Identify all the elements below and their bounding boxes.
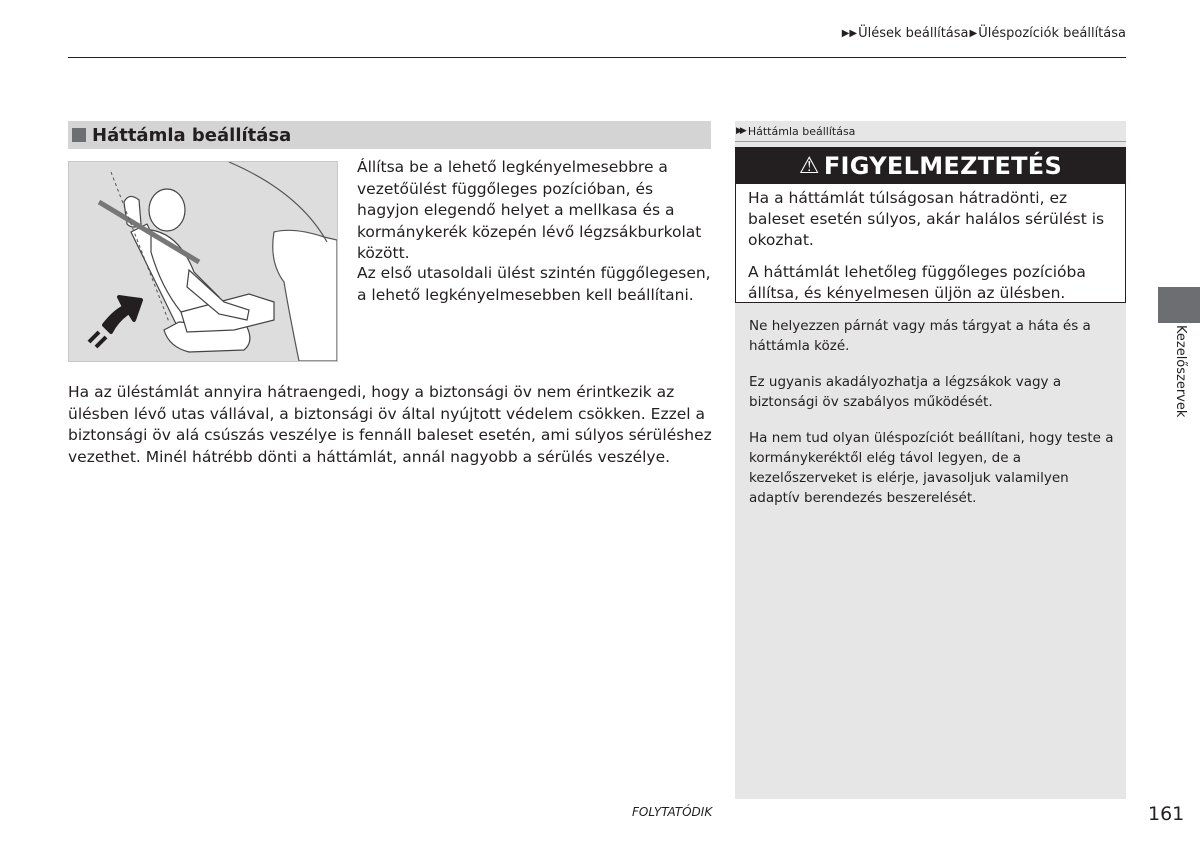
sidebar-heading-label: Háttámla beállítása <box>747 124 856 138</box>
section-title: Háttámla beállítása <box>92 124 292 146</box>
warning-box <box>735 147 1126 303</box>
breadcrumb <box>841 26 1126 41</box>
warning-text-2: A háttámlát lehetőleg függőleges pozícióba állítsa, és kényelmesen üljön az ülésben. <box>748 263 1086 302</box>
warning-triangle-icon: ⚠ <box>798 153 820 179</box>
note-1: Ne helyezzen párnát vagy más tárgyat a háta és a háttámla közé. <box>749 318 1091 354</box>
breadcrumb-item-seats[interactable]: Ülések beállítása <box>858 26 969 41</box>
double-arrow-icon: ▶▶ <box>736 126 744 136</box>
chapter-tab[interactable] <box>1158 287 1200 323</box>
note-2: Ez ugyanis akadályozhatja a légzsákok vagy a biztonsági öv szabályos működését. <box>749 374 1062 410</box>
instruction-paragraph-1: Állítsa be a lehető legkényelmesebbre a vezetőülést függőleges pozícióban, és hagyjon elegendő helyet a mellkasa és a kormánykerék közepén lévő légzsákburkolat között. <box>357 158 702 262</box>
seat-illustration <box>68 161 338 362</box>
warning-title: FIGYELMEZTETÉS <box>823 152 1063 180</box>
instruction-paragraph-2: Az első utasoldali ülést szintén függőlegesen, a lehető legkényelmesebben kell beállítani. <box>357 264 711 304</box>
seat-adjust-drawing <box>69 162 337 361</box>
double-arrow-icon: ▶▶ <box>841 28 858 39</box>
chapter-tab-label: Kezelőszervek <box>1173 325 1188 418</box>
sidebar-notes <box>735 121 1126 799</box>
sidebar-heading <box>735 121 1126 142</box>
warning-header <box>736 148 1125 184</box>
note-3: Ha nem tud olyan üléspozíciót beállítani, hogy teste a kormánykeréktől elég távol legyen, de a kezelőszerveket is elérje, javasoljuk valamilyen adaptív berendezés beszerelését. <box>749 430 1114 506</box>
breadcrumb-item-seat-positions[interactable]: Üléspozíciók beállítása <box>978 26 1126 41</box>
instruction-paragraph-3: Ha az üléstámlát annyira hátraengedi, hogy a biztonsági öv nem érintkezik az ülésben lévő utas vállával, a biztonsági öv által nyújtott védelem csökken. Ezzel a biztonsági öv alá csúszás veszélye is fennáll baleset esetén, ami súlyos sérüléshez vezethet. Minél hátrébb dönti a háttámlát, annál nagyobb a sérülés veszélye. <box>68 383 712 466</box>
continues-label: FOLYTATÓDIK <box>632 805 713 819</box>
section-header <box>68 121 711 149</box>
page-number: 161 <box>1148 803 1185 825</box>
header-divider <box>68 57 1126 58</box>
arrow-icon: ▶ <box>969 28 978 39</box>
section-square-icon <box>72 128 86 142</box>
warning-text-1: Ha a háttámlát túlságosan hátradönti, ez baleset esetén súlyos, akár halálos sérülést is okozhat. <box>748 189 1105 249</box>
